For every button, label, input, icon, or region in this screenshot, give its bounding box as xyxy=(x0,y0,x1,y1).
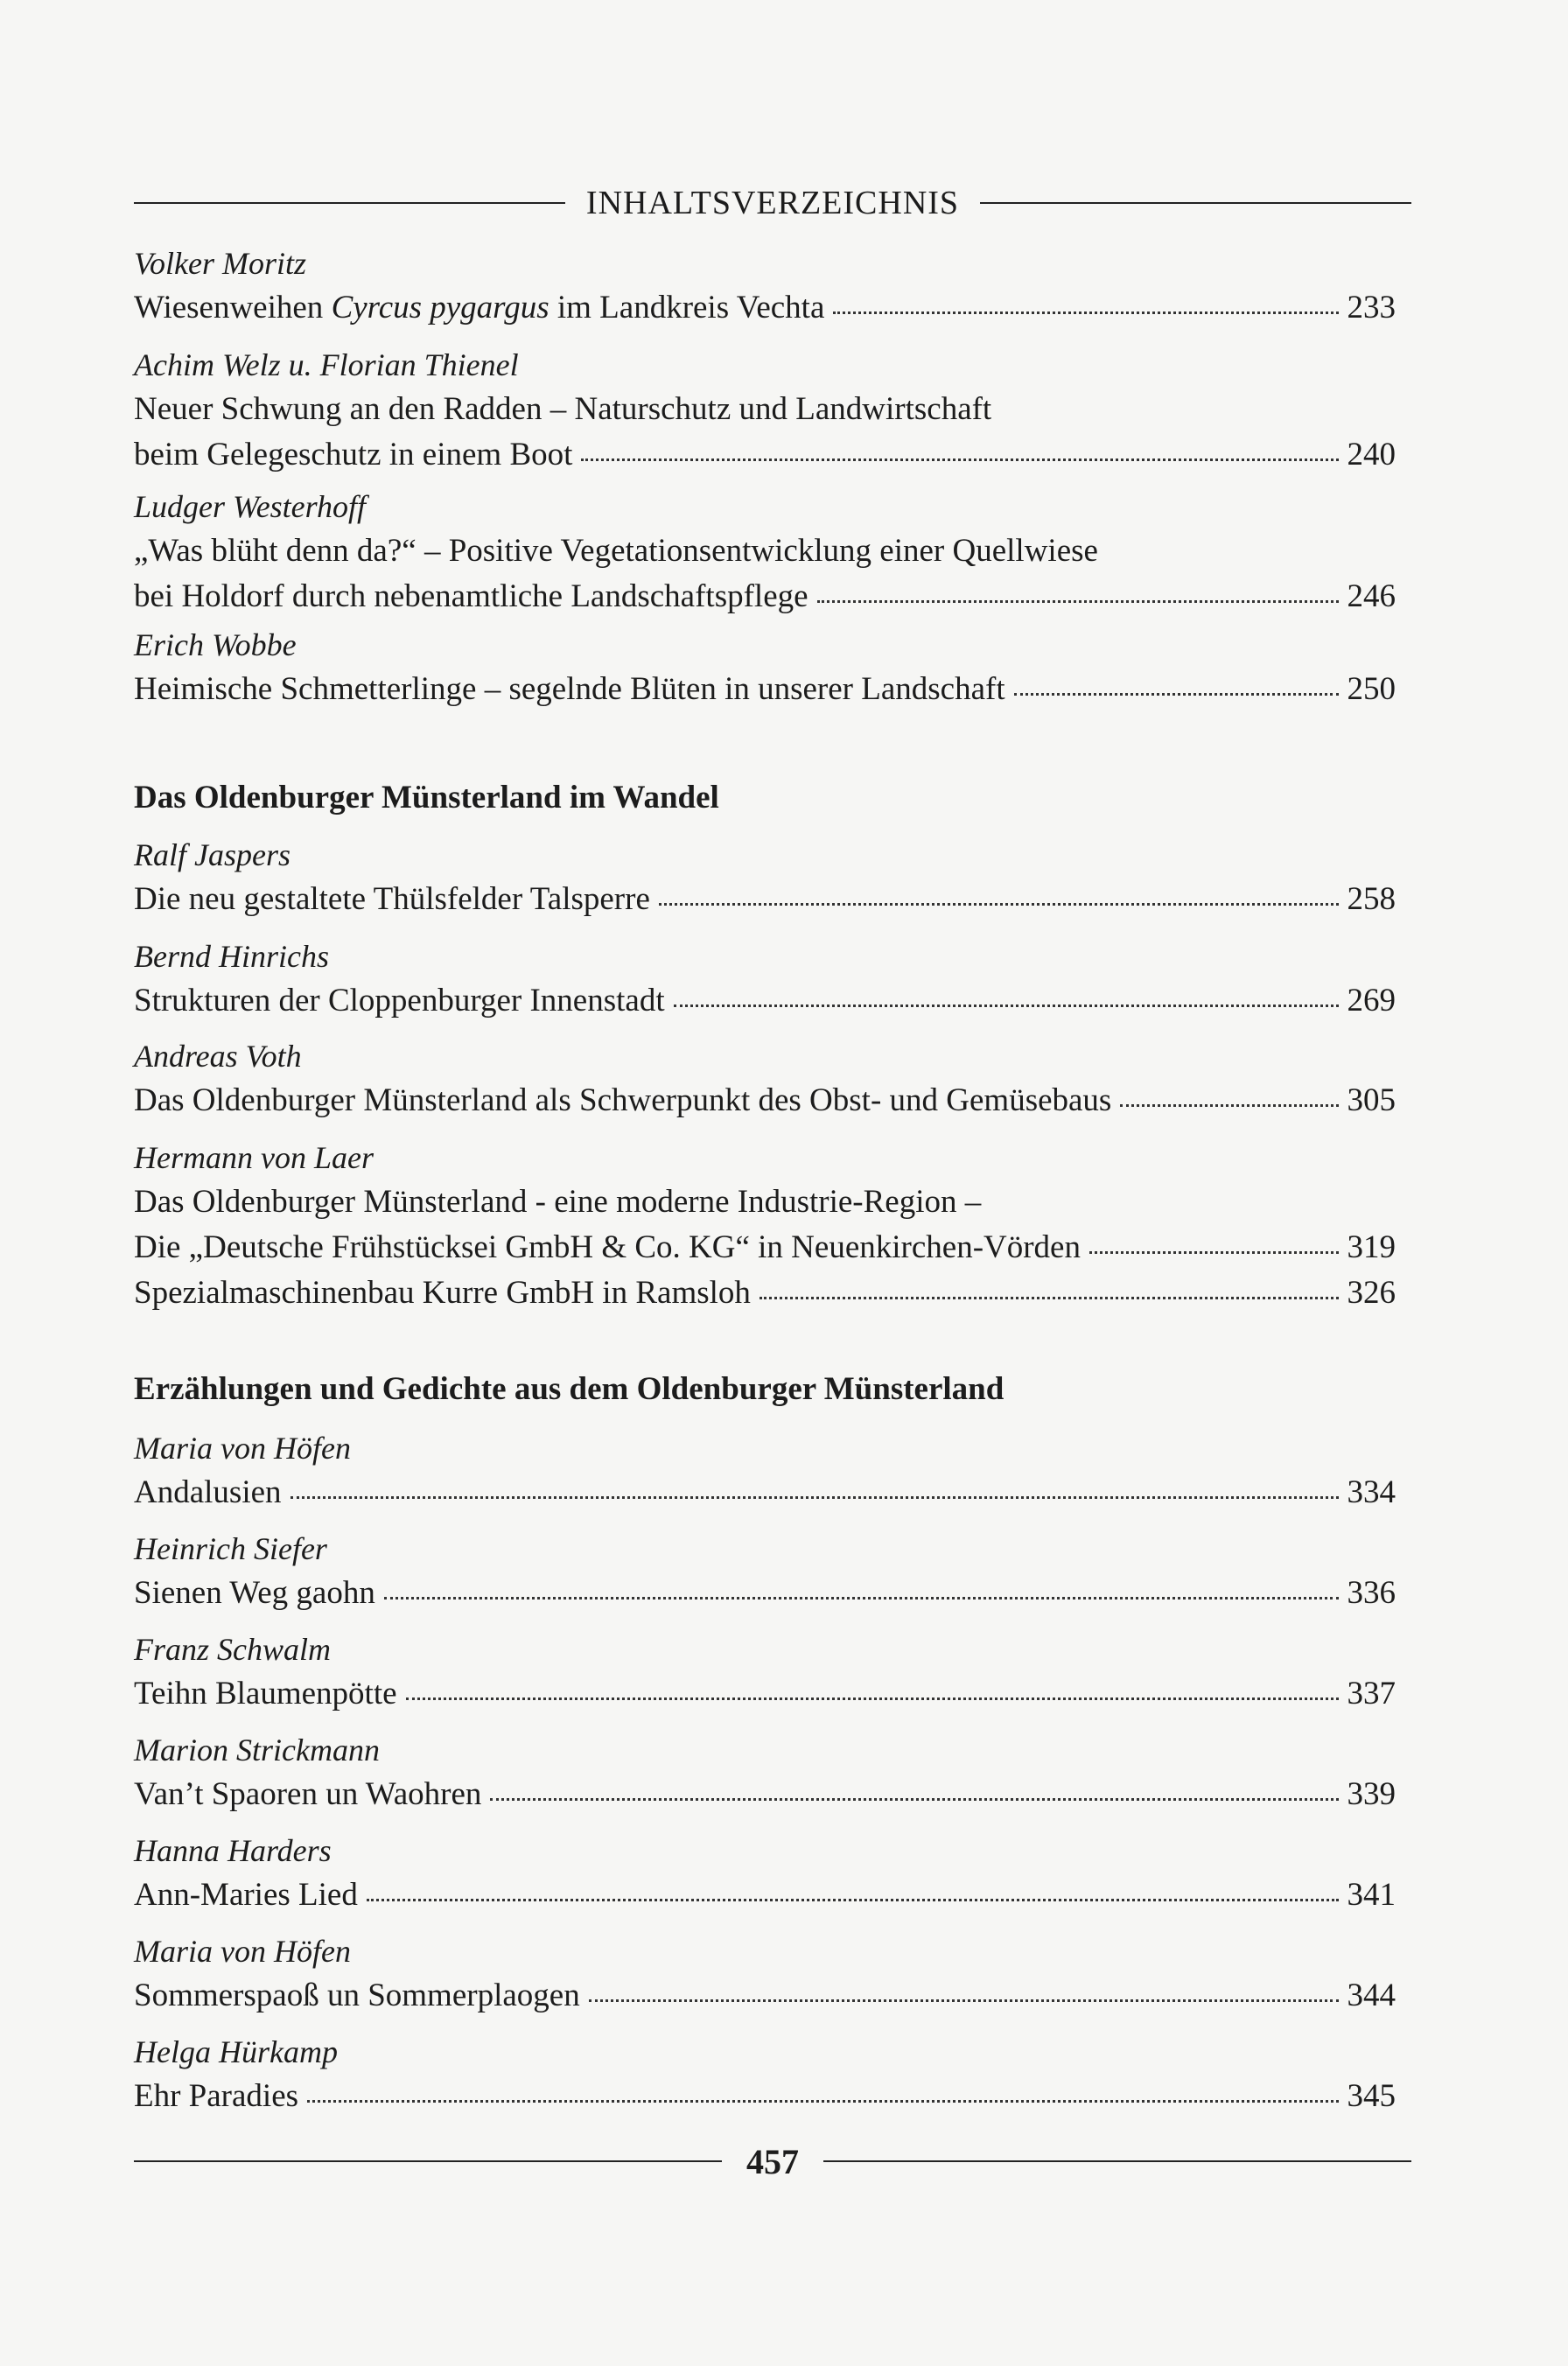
title-text: Heimische Schmetterlinge – segelnde Blüten in unserer Landschaft xyxy=(134,671,1005,707)
toc-entry xyxy=(134,623,1396,712)
entry-title-line xyxy=(134,432,1396,478)
page-number: 250 xyxy=(1347,671,1396,707)
leader-dots xyxy=(589,1999,1339,2002)
page-number: 240 xyxy=(1347,437,1396,472)
entry-author: Maria von Höfen xyxy=(134,1431,351,1466)
entry-author: Hermann von Laer xyxy=(134,1140,374,1175)
leader-dots xyxy=(290,1496,1339,1499)
toc-entry xyxy=(134,1527,1396,1616)
page-number: 334 xyxy=(1347,1474,1396,1510)
toc-entry xyxy=(134,1628,1396,1717)
entry-author: Volker Moritz xyxy=(134,246,306,281)
page-number: 344 xyxy=(1347,1978,1396,2013)
toc-entry xyxy=(134,1034,1396,1124)
title-text: Spezialmaschinenbau Kurre GmbH in Ramsloh xyxy=(134,1275,751,1311)
entry-title-line xyxy=(134,1973,1396,2019)
toc-entry xyxy=(134,242,1396,331)
entry-title-line xyxy=(134,1078,1396,1124)
entry-title-line xyxy=(134,1571,1396,1616)
leader-dots xyxy=(307,2100,1338,2103)
footer-page-number: 457 xyxy=(746,2141,799,2181)
leader-dots xyxy=(367,1899,1339,1901)
toc-entry xyxy=(134,1136,1396,1316)
page-number: 339 xyxy=(1347,1776,1396,1812)
page-number: 326 xyxy=(1347,1275,1396,1311)
page-footer xyxy=(134,2135,1411,2188)
entry-title-line xyxy=(134,877,1396,922)
page-number: 345 xyxy=(1347,2078,1396,2114)
entry-title-line: „Was blüht denn da?“ – Positive Vegetationsentwicklung einer Quellwiese xyxy=(134,533,1098,569)
entry-title-line xyxy=(134,1270,1396,1316)
entry-author: Marion Strickmann xyxy=(134,1732,380,1768)
title-text: Strukturen der Cloppenburger Innenstadt xyxy=(134,983,665,1018)
title-text: Die „Deutsche Frühstücksei GmbH & Co. KG“ in Neuenkirchen-Vörden xyxy=(134,1229,1081,1265)
entry-author: Bernd Hinrichs xyxy=(134,939,329,974)
leader-dots xyxy=(760,1297,1339,1299)
entry-author: Achim Welz u. Florian Thienel xyxy=(134,347,519,382)
leader-dots xyxy=(833,312,1338,314)
entry-title-line xyxy=(134,1671,1396,1717)
title-text-cont: im Landkreis Vechta xyxy=(549,290,825,326)
title-text: beim Gelegeschutz in einem Boot xyxy=(134,437,573,472)
entry-author: Erich Wobbe xyxy=(134,627,297,662)
toc-entry xyxy=(134,1829,1396,1918)
toc-entry xyxy=(134,934,1396,1024)
entry-title-line: Das Oldenburger Münsterland - eine moderne Industrie-Region – xyxy=(134,1184,982,1220)
page-number: 233 xyxy=(1347,290,1396,326)
entry-author: Maria von Höfen xyxy=(134,1934,351,1969)
entry-title-line xyxy=(134,667,1396,712)
entry-title-line: Neuer Schwung an den Radden – Naturschutz und Landwirtschaft xyxy=(134,391,992,427)
page-number: 341 xyxy=(1347,1877,1396,1913)
title-text: Sienen Weg gaohn xyxy=(134,1575,375,1611)
leader-dots xyxy=(1120,1104,1338,1107)
title-text: Wiesenweihen xyxy=(134,290,332,326)
title-text: Van’t Spaoren un Waohren xyxy=(134,1776,482,1812)
leader-dots xyxy=(1089,1251,1339,1254)
title-text: Die neu gestaltete Thülsfelder Talsperre xyxy=(134,881,650,917)
entry-title-line xyxy=(134,1872,1396,1918)
entry-title-line xyxy=(134,574,1396,620)
entry-title-line xyxy=(134,285,1396,331)
entry-title-line xyxy=(134,1225,1396,1270)
entry-title-line xyxy=(134,1772,1396,1817)
leader-dots xyxy=(817,600,1339,603)
toc-entry xyxy=(134,833,1396,922)
entry-title-line xyxy=(134,1470,1396,1516)
title-italic-text: Cyrcus pygargus xyxy=(331,290,550,326)
entry-author: Helga Hürkamp xyxy=(134,2034,338,2069)
toc-entry xyxy=(134,485,1396,620)
title-text: Ann-Maries Lied xyxy=(134,1877,358,1913)
entry-title-line xyxy=(134,978,1396,1024)
leader-dots xyxy=(406,1698,1339,1700)
entry-author: Franz Schwalm xyxy=(134,1632,331,1667)
title-text: Ehr Paradies xyxy=(134,2078,299,2114)
header-rule-right xyxy=(980,202,1411,204)
footer-rule-right xyxy=(823,2160,1411,2162)
running-header xyxy=(134,172,1411,234)
toc-entry xyxy=(134,1728,1396,1817)
page-number: 269 xyxy=(1347,983,1396,1018)
toc-entry xyxy=(134,2030,1396,2119)
footer-rule-left xyxy=(134,2160,722,2162)
page-number: 258 xyxy=(1347,881,1396,917)
entry-author: Andreas Voth xyxy=(134,1039,302,1074)
toc-entry xyxy=(134,1426,1396,1516)
leader-dots xyxy=(1014,693,1339,696)
entry-author: Ludger Westerhoff xyxy=(134,489,367,524)
title-text: Teihn Blaumenpötte xyxy=(134,1676,397,1712)
header-title: INHALTSVERZEICHNIS xyxy=(585,185,960,221)
title-text: Sommerspaoß un Sommerplaogen xyxy=(134,1978,580,2013)
page-number: 337 xyxy=(1347,1676,1396,1712)
leader-dots xyxy=(659,903,1339,906)
leader-dots xyxy=(384,1597,1339,1600)
entry-author: Heinrich Siefer xyxy=(134,1531,327,1566)
page-number: 319 xyxy=(1347,1229,1396,1265)
header-rule-left xyxy=(134,202,565,204)
leader-dots xyxy=(674,1004,1339,1007)
section-heading: Erzählungen und Gedichte aus dem Oldenburger Münsterland xyxy=(134,1371,1004,1407)
leader-dots xyxy=(581,458,1338,461)
page-number: 246 xyxy=(1347,578,1396,614)
entry-author: Hanna Harders xyxy=(134,1833,332,1868)
page-number: 336 xyxy=(1347,1575,1396,1611)
toc-entry xyxy=(134,1929,1396,2019)
leader-dots xyxy=(490,1798,1338,1801)
title-text: Das Oldenburger Münsterland als Schwerpunkt des Obst- und Gemüsebaus xyxy=(134,1082,1112,1118)
toc-entry xyxy=(134,343,1396,478)
entry-author: Ralf Jaspers xyxy=(134,837,290,872)
entry-title-line xyxy=(134,2074,1396,2119)
title-text: Andalusien xyxy=(134,1474,282,1510)
title-text: bei Holdorf durch nebenamtliche Landschaftspflege xyxy=(134,578,808,614)
section-heading: Das Oldenburger Münsterland im Wandel xyxy=(134,780,719,816)
page-number: 305 xyxy=(1347,1082,1396,1118)
